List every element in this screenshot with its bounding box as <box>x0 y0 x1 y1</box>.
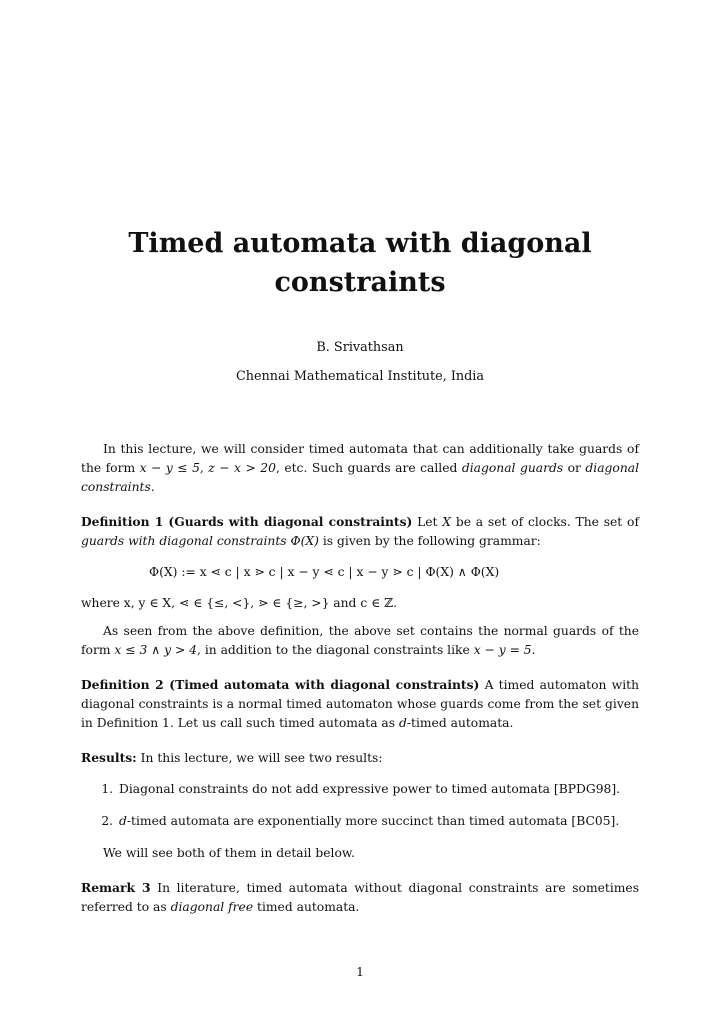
list-item: 2. d-timed automata are exponentially more succinct than timed automata [BC05]. <box>117 812 639 831</box>
results-list <box>81 780 639 831</box>
definition-1-label: Definition 1 (Guards with diagonal constraints) <box>81 514 413 529</box>
definition-remark-paragraph: As seen from the above definition, the above set contains the normal guards of the form x ≤ 3 ∧ y > 4, in addition to the diagonal constraints like x − y = 5. <box>81 624 639 657</box>
list-item: 1. Diagonal constraints do not add expressive power to timed automata [BPDG98]. <box>117 780 639 799</box>
author-affiliation: Chennai Mathematical Institute, India <box>235 369 485 384</box>
paper-body <box>81 440 639 917</box>
remark-3-label: Remark 3 <box>81 880 151 895</box>
grammar-equation: Φ(X) := x ⋖ c | x ⋗ c | x − y ⋖ c | x − y ⋗ c | Φ(X) ∧ Φ(X) <box>149 565 500 579</box>
results-heading: Results: In this lecture, we will see two results: <box>81 750 383 765</box>
intro-paragraph: In this lecture, we will consider timed automata that can additionally take guards of the form x − y ≤ 5, z − x > 20, etc. Such guards are called diagonal guards or diagonal constraints. <box>81 442 640 494</box>
page-number: 1 <box>356 965 364 979</box>
definition-2: Definition 2 (Timed automata with diagonal constraints) A timed automaton with diagonal constraints is a normal timed automaton whose guards come from the set given in Definition 1. Let us call such timed automata as d-timed automata. <box>81 677 639 730</box>
paper-title: Timed automata with diagonal constraints <box>128 228 592 298</box>
grammar-where-clause: where x, y ∈ X, ⋖ ∈ {≤, <}, ⋗ ∈ {≥, >} and c ∈ ℤ. <box>81 596 398 610</box>
definition-2-label: Definition 2 (Timed automata with diagonal constraints) <box>81 677 480 692</box>
definition-1: Definition 1 (Guards with diagonal constraints) Let X be a set of clocks. The set of guards with diagonal constraints Φ(X) is given by the following grammar: <box>81 514 639 548</box>
author-name: B. Srivathsan <box>316 340 404 355</box>
results-followup: We will see both of them in detail below. <box>103 846 355 860</box>
remark-3: Remark 3 In literature, timed automata without diagonal constraints are sometimes referred to as diagonal free timed automata. <box>81 880 640 914</box>
